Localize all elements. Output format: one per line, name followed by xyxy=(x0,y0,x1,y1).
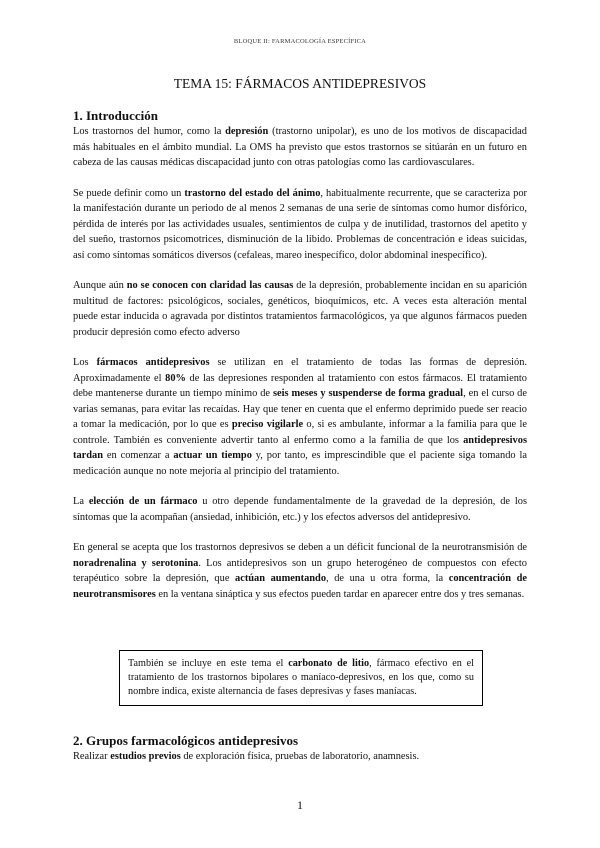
section-introduction xyxy=(73,108,527,602)
paragraph: Aunque aún no se conocen con claridad las causas de la depresión, probablemente incidan en su aparición multitud de factores: psicológicos, sociales, genéticos, bioquímicos, etc. A veces esta alteración mental puede estar inducida o agravada por distintos tratamientos farmacológicos, ya que algunos fármacos pueden producir depresión como efecto adverso xyxy=(73,280,527,338)
running-header: BLOQUE II: FARMACOLOGÍA ESPECÍFICA xyxy=(233,38,367,45)
paragraph: Se puede definir como un trastorno del estado del ánimo, habitualmente recurrente, que se caracteriza por la manifestación durante un periodo de al menos 2 semanas de una serie de síntomas como humor disfórico, pérdida de interés por las actividades usuales, sentimientos de culpa y de inutilidad, trastornos del apetito y del sueño, trastornos psicomotrices, disminución de la libido. Problemas de concentración e ideas suicidas, así como síntomas somáticos diversos (cefaleas, mareo inespecífico, dolor abdominal inespecífico). xyxy=(73,187,527,261)
note-box xyxy=(119,650,483,706)
page-title: TEMA 15: FÁRMACOS ANTIDEPRESIVOS xyxy=(173,76,427,91)
section-heading: 2. Grupos farmacológicos antidepresivos xyxy=(73,733,299,748)
note-text: También se incluye en este tema el carbonato de litio, fármaco efectivo en el tratamiento de los trastornos bipolares o maníaco-depresivos, en los que, como su nombre indica, existe alternancia de fases depresivas y fases maníacas. xyxy=(128,658,474,697)
page-number: 1 xyxy=(297,798,303,812)
paragraph: Los trastornos del humor, como la depresión (trastorno unipolar), es uno de los motivos de discapacidad más habituales en el ámbito mundial. La OMS ha previsto que estos trastornos se sitúarán en un futuro en cabeza de las causas médicas discapacidad junto con otras patologías como las cardiovasculares. xyxy=(73,126,527,168)
section-groups xyxy=(73,733,527,765)
paragraph: En general se acepta que los trastornos depresivos se deben a un déficit funcional de la neurotransmisión de noradrenalina y serotonina. Los antidepresivos son un grupo heterogéneo de compuestos con efecto terapéutico sobre la depresión, que actúan aumentando, de una u otra forma, la concentración de neurotransmisores en la ventana sináptica y sus efectos pueden tardar en aparecer entre dos y tres semanas. xyxy=(73,542,527,600)
paragraph: La elección de un fármaco u otro depende fundamentalmente de la gravedad de la depresión, de los síntomas que la acompañan (ansiedad, inhibición, etc.) y los efectos adversos del antidepresivo. xyxy=(73,496,527,523)
paragraph: Los fármacos antidepresivos se utilizan en el tratamiento de todas las formas de depresión. Aproximadamente el 80% de las depresiones responden al tratamiento con estos fármacos. El tratamiento debe mantenerse durante un tiempo mínimo de seis meses y suspenderse de forma gradual, en el curso de varias semanas, para evitar las recaídas. Hay que tener en cuenta que el enfermo deprimido puede ser reacio a tomar la medicación, por lo que es preciso vigilarle o, si es ambulante, informar a la familia para que le controle. También es conveniente advertir tanto al enfermo como a la familia de que los antidepresivos tardan en comenzar a actuar un tiempo y, por tanto, es imprescindible que el paciente siga tomando la medicación aunque no note mejoría al principio del tratamiento. xyxy=(73,357,527,477)
section-heading: 1. Introducción xyxy=(73,108,158,123)
paragraph: Realizar estudios previos de exploración física, pruebas de laboratorio, anamnesis. xyxy=(73,751,420,762)
